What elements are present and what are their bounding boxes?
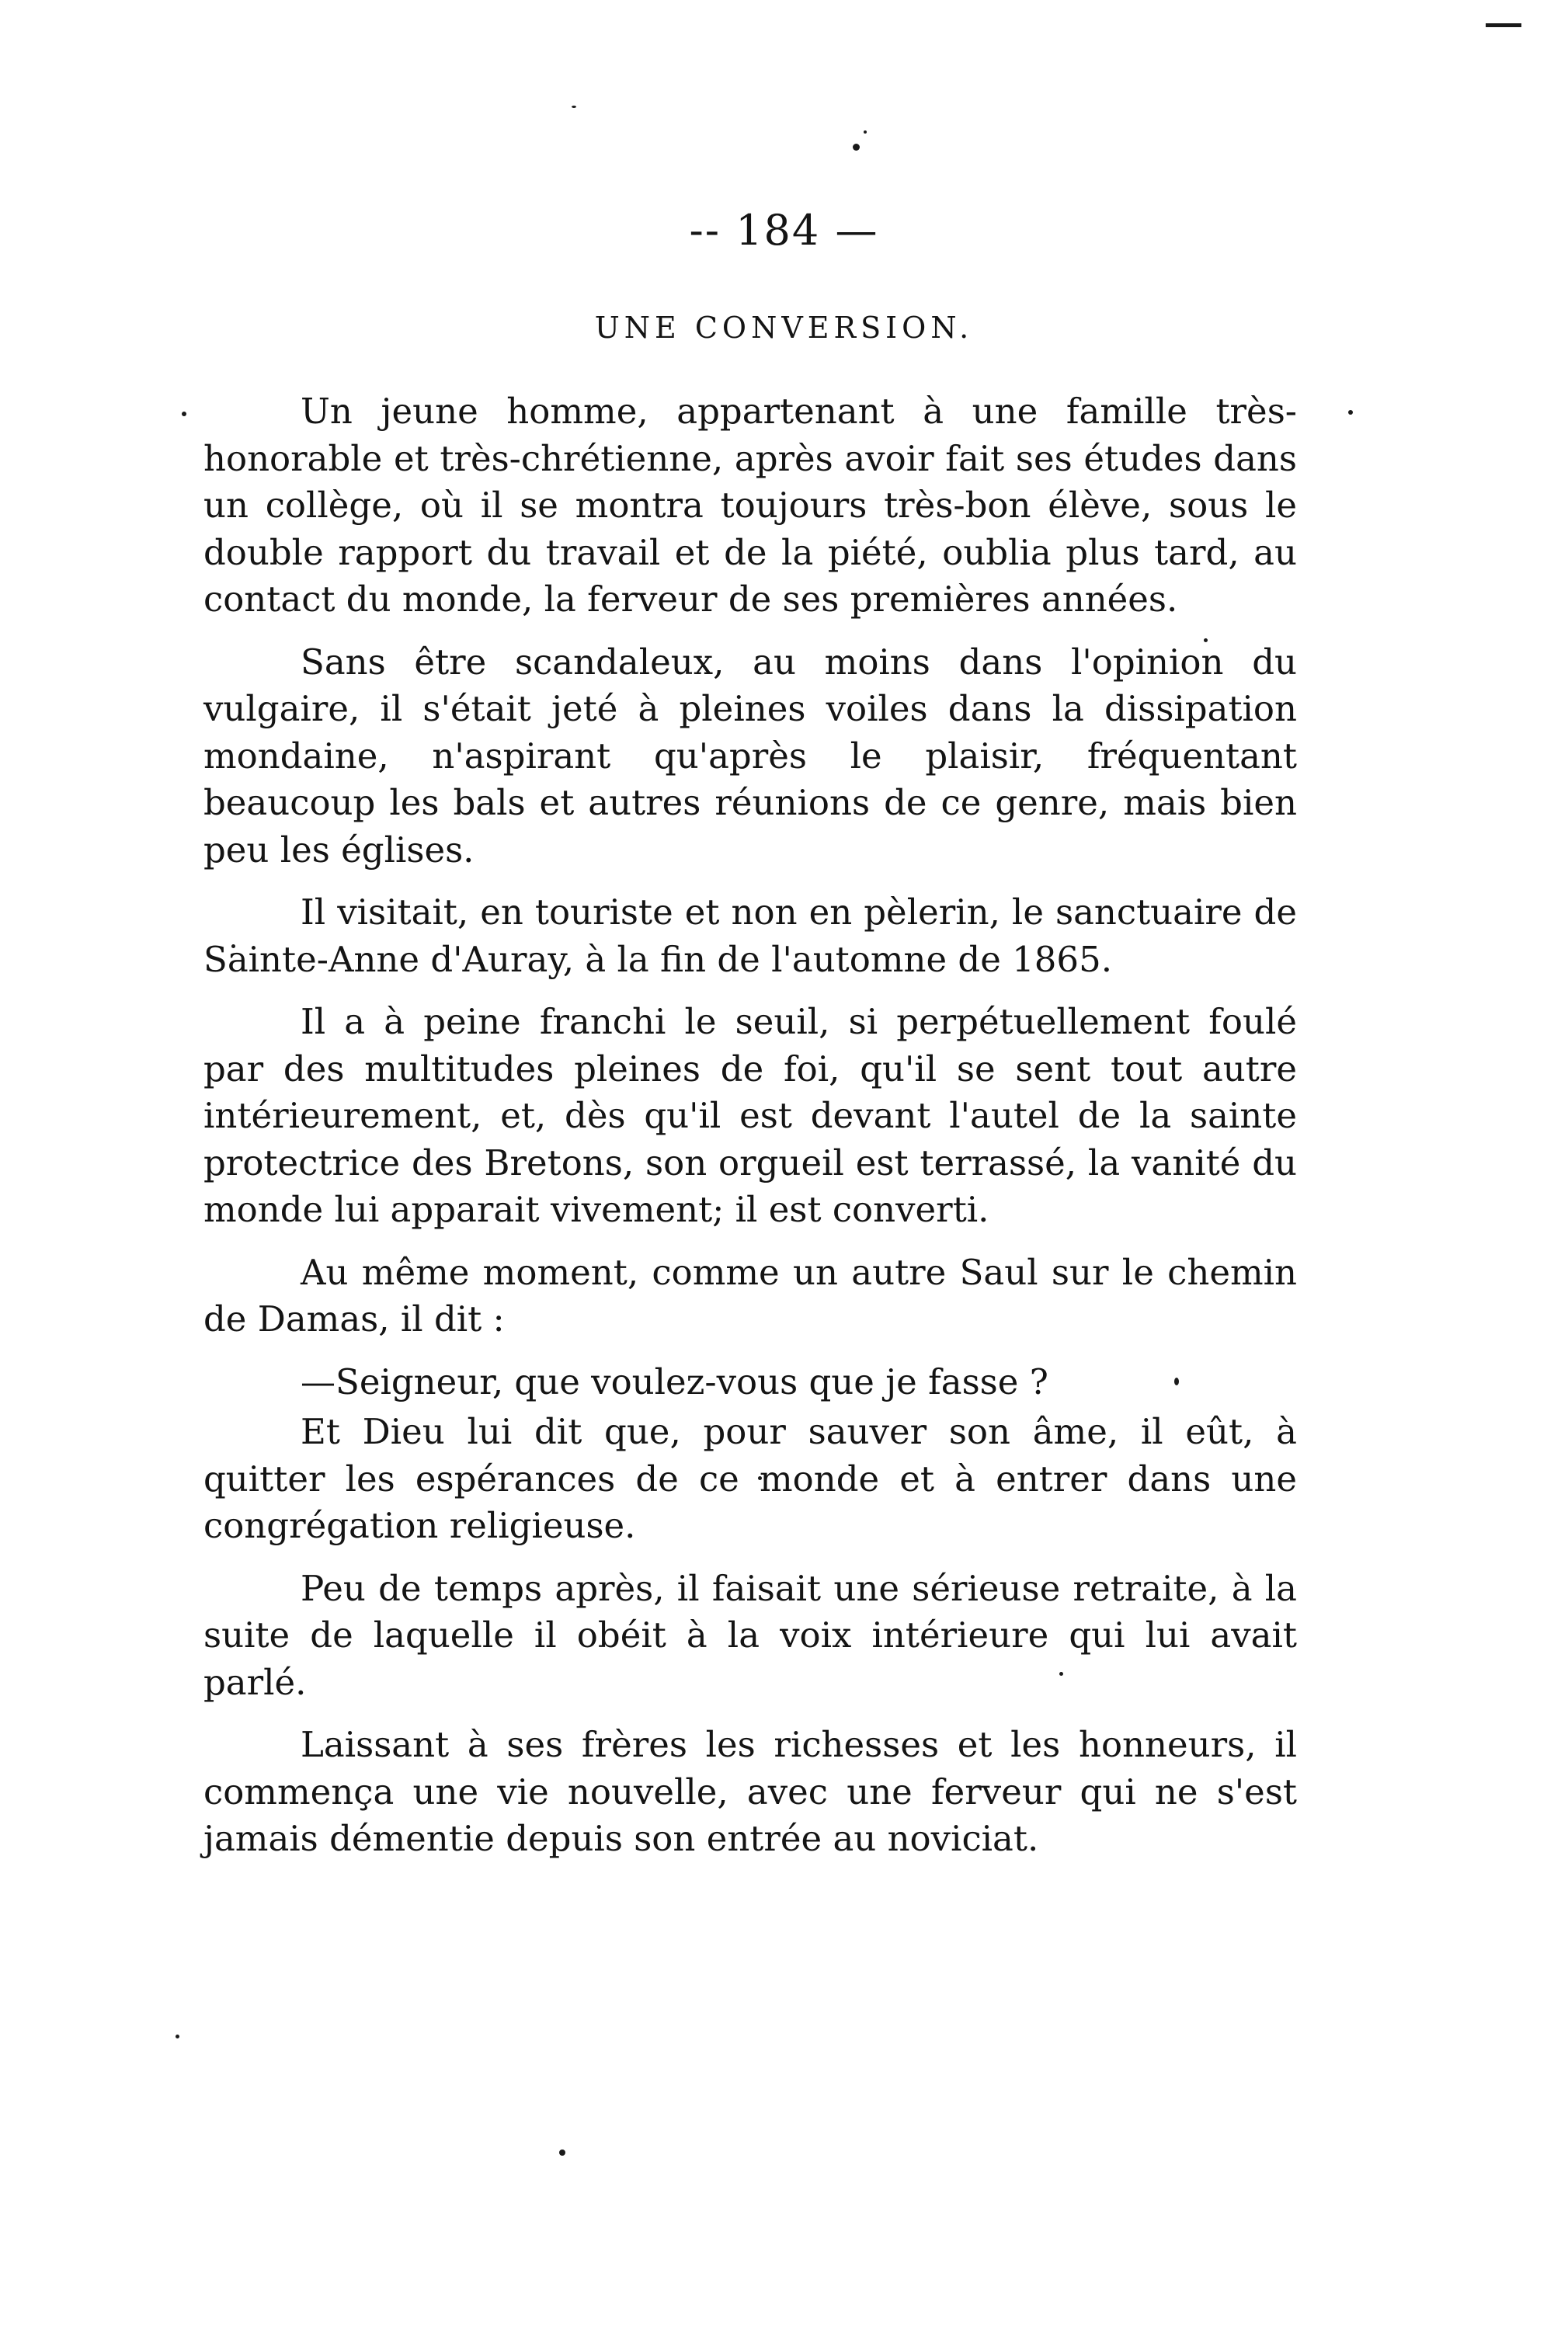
section-title: UNE CONVERSION. xyxy=(594,311,974,345)
paragraph: Laissant à ses frères les richesses et les honneurs, il commença une vie nouvelle, avec une ferveur qui ne s'est jamais démentie depuis son entrée au noviciat. xyxy=(203,1724,1297,1859)
paragraph: Il visitait, en touriste et non en pèlerin, le sanctuaire de Sainte-Anne d'Auray, à la fin de l'automne de 1865. xyxy=(203,891,1297,980)
dialogue-line: —Seigneur, que voulez-vous que je fasse ? xyxy=(301,1361,1048,1402)
paragraph: Il a à peine franchi le seuil, si perpétuellement foulé par des multitudes pleines de foi, qu'il se sent tout autre intérieurement, et, dès qu'il est devant l'autel de la sainte protectrice des Bretons, son orgueil est terrassé, la vanité du monde lui apparait vivement; il est converti. xyxy=(203,1001,1297,1230)
page-number: -- 184 — xyxy=(689,206,879,255)
scan-speck xyxy=(864,130,867,134)
scan-speck xyxy=(176,2035,179,2038)
paragraph: Peu de temps après, il faisait une sérieuse retraite, à la suite de laquelle il obéit à la voix intérieure qui lui avait parlé. xyxy=(203,1567,1297,1703)
scan-speck xyxy=(572,106,576,108)
paragraph: Et Dieu lui dit que, pour sauver son âme, il eût, à quitter les espérances de ce monde et à entrer dans une congrégation religieuse. xyxy=(203,1411,1297,1546)
scan-speck xyxy=(182,412,186,416)
scan-speck xyxy=(853,144,860,151)
paragraph: Au même moment, comme un autre Saul sur le chemin de Damas, il dit : xyxy=(203,1251,1297,1340)
body-text xyxy=(203,388,1297,1878)
paragraph: Sans être scandaleux, au moins dans l'opinion du vulgaire, il s'était jeté à pleines voiles dans la dissipation mondaine, n'aspirant qu'après le plaisir, fréquentant beaucoup les bals et autres réunions de ce genre, mais bien peu les églises. xyxy=(203,641,1297,871)
scan-speck xyxy=(559,2149,565,2156)
scan-mark-dash xyxy=(1486,23,1521,27)
paragraph: Un jeune homme, appartenant à une famille très-honorable et très-chrétienne, après avoir fait ses études dans un collège, où il se montra toujours très-bon élève, sous le double rapport du travail et de la piété, oublia plus tard, au contact du monde, la ferveur de ses premières années. xyxy=(203,391,1297,620)
scan-speck xyxy=(1348,410,1353,415)
